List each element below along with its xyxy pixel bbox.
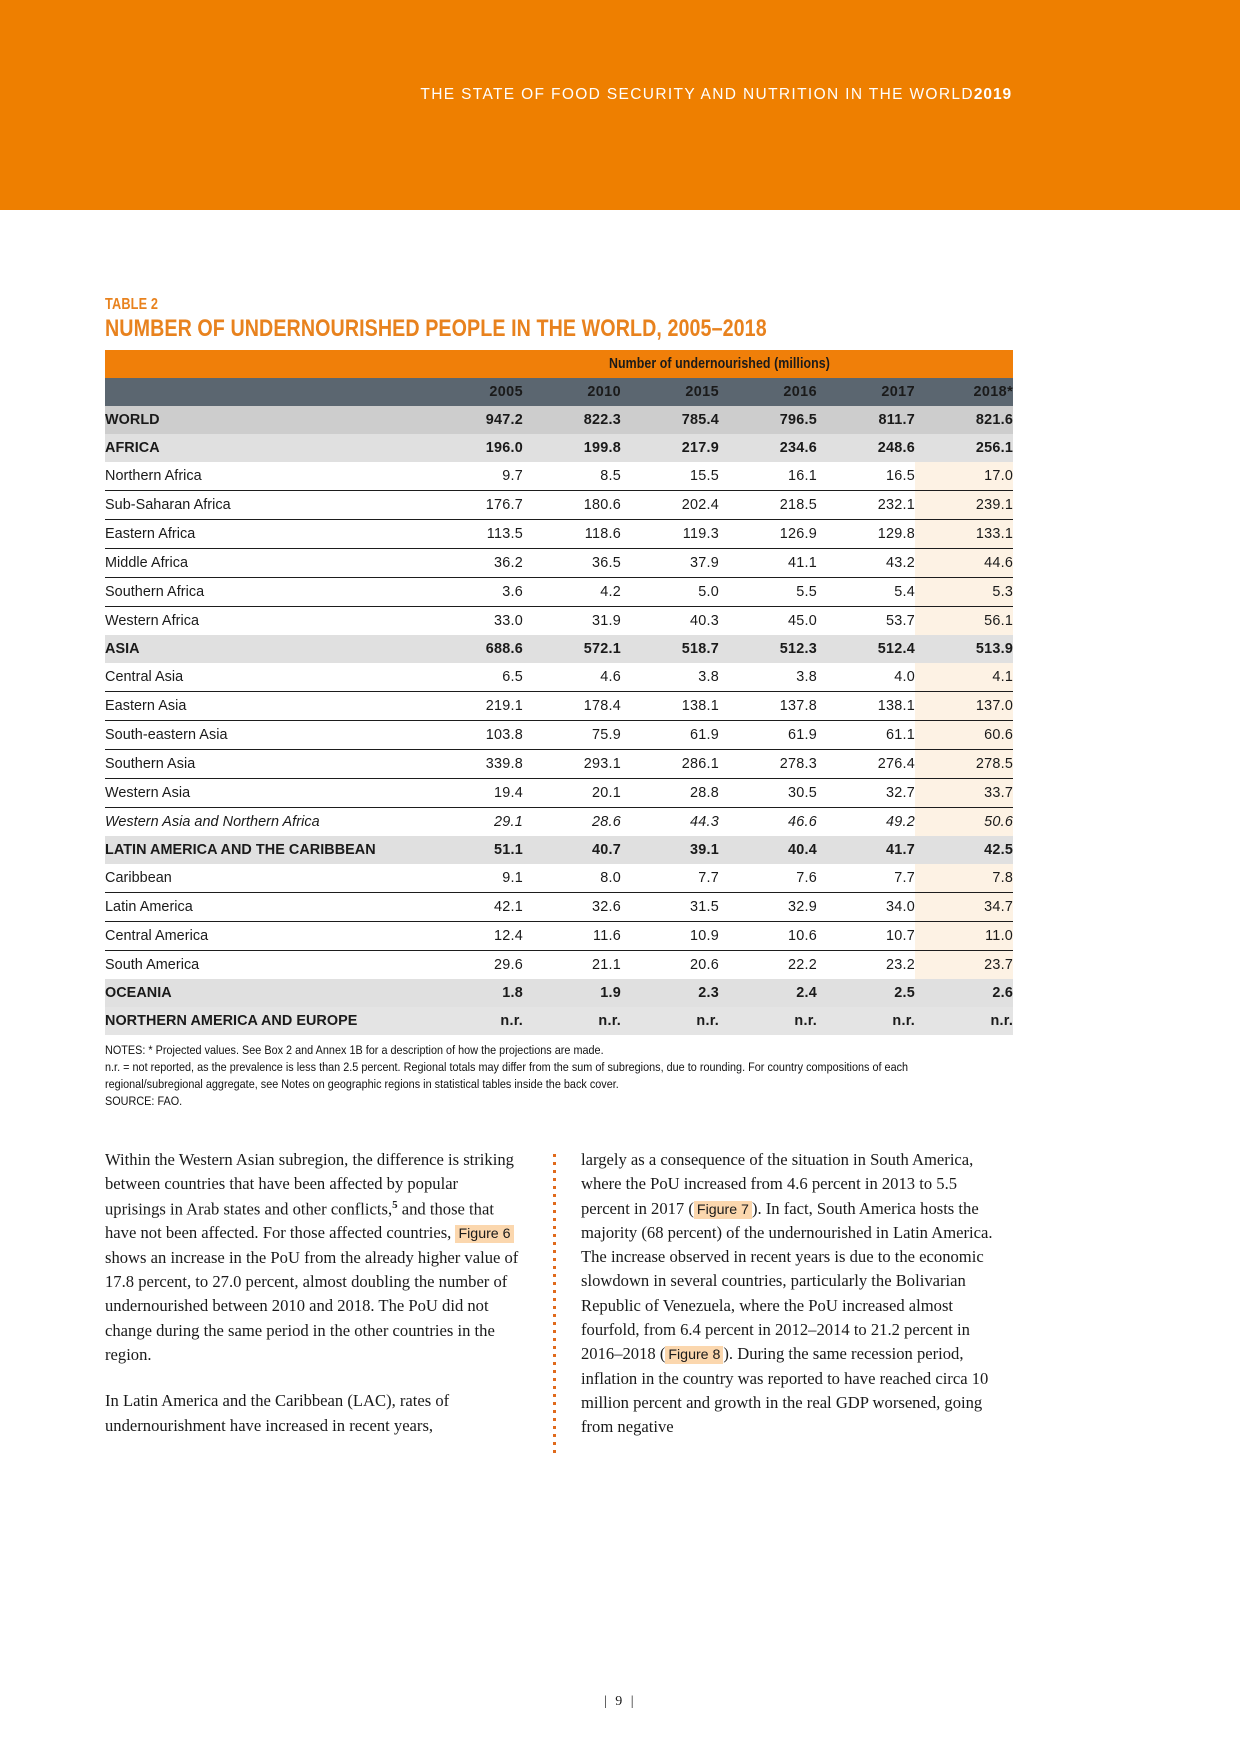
footnote-marker-5: 5 — [392, 1198, 398, 1211]
row-value: 36.5 — [523, 549, 621, 578]
row-value: 3.8 — [621, 663, 719, 692]
row-value: 138.1 — [817, 692, 915, 721]
row-value: 17.0 — [915, 462, 1013, 491]
figure-reference-8[interactable]: Figure 8 — [665, 1346, 723, 1364]
paragraph-right-1 — [581, 1148, 999, 1440]
row-value: 513.9 — [915, 635, 1013, 663]
row-value: 5.5 — [719, 578, 817, 607]
row-value: 4.6 — [523, 663, 621, 692]
table-block — [105, 296, 1013, 1110]
row-value: 518.7 — [621, 635, 719, 663]
row-value: 37.9 — [621, 549, 719, 578]
table-row — [105, 836, 1013, 864]
row-value: 796.5 — [719, 406, 817, 434]
row-label: Northern Africa — [105, 462, 425, 491]
row-value: 5.4 — [817, 578, 915, 607]
row-value: n.r. — [523, 1007, 621, 1035]
table-row — [105, 635, 1013, 663]
row-label: NORTHERN AMERICA AND EUROPE — [105, 1007, 425, 1035]
table-row — [105, 808, 1013, 837]
row-value: 10.9 — [621, 922, 719, 951]
row-value: 512.4 — [817, 635, 915, 663]
page-masthead — [0, 0, 1240, 210]
row-label: South America — [105, 951, 425, 980]
row-value: 23.2 — [817, 951, 915, 980]
row-value: 31.5 — [621, 893, 719, 922]
row-value: 36.2 — [425, 549, 523, 578]
row-value: 129.8 — [817, 520, 915, 549]
paragraph-left-2: In Latin America and the Caribbean (LAC), rates of undernourishment have increased in recent years, — [105, 1391, 450, 1435]
row-value: 138.1 — [621, 692, 719, 721]
row-value: 256.1 — [915, 434, 1013, 462]
column-header-2010: 2010 — [523, 378, 621, 406]
row-label: Caribbean — [105, 864, 425, 893]
row-value: 572.1 — [523, 635, 621, 663]
row-value: 286.1 — [621, 750, 719, 779]
table-title: NUMBER OF UNDERNOURISHED PEOPLE IN THE WORLD, 2005–2018 — [105, 314, 767, 342]
row-value: 20.6 — [621, 951, 719, 980]
row-value: 16.1 — [719, 462, 817, 491]
table-row — [105, 520, 1013, 549]
table-year-header-row — [105, 378, 1013, 406]
row-value: 53.7 — [817, 607, 915, 636]
column-header-2005: 2005 — [425, 378, 523, 406]
table-row — [105, 434, 1013, 462]
table-group-header-row — [105, 350, 1013, 378]
publication-title — [420, 86, 1012, 104]
row-value: 3.8 — [719, 663, 817, 692]
row-label: Central America — [105, 922, 425, 951]
row-value: 1.8 — [425, 979, 523, 1007]
paragraph-left-1 — [105, 1148, 523, 1367]
row-value: 3.6 — [425, 578, 523, 607]
row-value: 33.0 — [425, 607, 523, 636]
column-header-2017: 2017 — [817, 378, 915, 406]
row-label: Southern Asia — [105, 750, 425, 779]
row-value: 821.6 — [915, 406, 1013, 434]
column-divider — [553, 1154, 556, 1454]
row-value: 43.2 — [817, 549, 915, 578]
table-row — [105, 864, 1013, 893]
row-value: 947.2 — [425, 406, 523, 434]
row-value: 41.7 — [817, 836, 915, 864]
row-value: 75.9 — [523, 721, 621, 750]
row-value: 688.6 — [425, 635, 523, 663]
row-value: 180.6 — [523, 491, 621, 520]
row-value: 232.1 — [817, 491, 915, 520]
table-row — [105, 406, 1013, 434]
para-left-1b: and those that have not been affected. For those affected countries, — [105, 1199, 494, 1243]
row-value: 4.2 — [523, 578, 621, 607]
row-value: n.r. — [719, 1007, 817, 1035]
row-value: 39.1 — [621, 836, 719, 864]
row-value: 32.6 — [523, 893, 621, 922]
table-note-line: NOTES: * Projected values. See Box 2 and Annex 1B for a description of how the projections are made. — [105, 1043, 604, 1058]
row-label: Western Asia — [105, 779, 425, 808]
row-value: 28.8 — [621, 779, 719, 808]
table-row — [105, 692, 1013, 721]
row-value: 16.5 — [817, 462, 915, 491]
row-value: 2.6 — [915, 979, 1013, 1007]
row-label: South-eastern Asia — [105, 721, 425, 750]
row-value: 34.0 — [817, 893, 915, 922]
table-row — [105, 750, 1013, 779]
table-row — [105, 1007, 1013, 1035]
row-value: 2.3 — [621, 979, 719, 1007]
row-label: ASIA — [105, 635, 425, 663]
table-label: TABLE 2 — [105, 296, 159, 313]
row-value: 1.9 — [523, 979, 621, 1007]
row-value: 7.7 — [817, 864, 915, 893]
para-right-1a: largely as a consequence of the situation in South America, where the PoU increased from 4.6 percent in 2013 to 5.5 percent in 2017 ( — [581, 1150, 974, 1218]
row-value: 44.3 — [621, 808, 719, 837]
row-value: 21.1 — [523, 951, 621, 980]
row-value: 28.6 — [523, 808, 621, 837]
table-row — [105, 462, 1013, 491]
row-value: 339.8 — [425, 750, 523, 779]
row-value: 293.1 — [523, 750, 621, 779]
group-header-label: Number of undernourished (millions) — [608, 356, 830, 373]
table-note-line: n.r. = not reported, as the prevalence is less than 2.5 percent. Regional totals may differ from the sum of subregions, due to rounding. For country compositions of each — [105, 1060, 909, 1075]
row-value: 61.1 — [817, 721, 915, 750]
row-label: Southern Africa — [105, 578, 425, 607]
undernourishment-table — [105, 350, 1013, 1035]
row-label: Sub-Saharan Africa — [105, 491, 425, 520]
row-value: 176.7 — [425, 491, 523, 520]
row-value: 30.5 — [719, 779, 817, 808]
row-value: 8.5 — [523, 462, 621, 491]
row-value: 199.8 — [523, 434, 621, 462]
row-value: 49.2 — [817, 808, 915, 837]
row-label: LATIN AMERICA AND THE CARIBBEAN — [105, 836, 425, 864]
column-header-2018proj: 2018* — [915, 378, 1013, 406]
row-value: 218.5 — [719, 491, 817, 520]
para-right-1b: ). In fact, South America hosts the majority (68 percent) of the undernourished in Latin America. The increase observed in recent years is due to the economic slowdown in several countries, particularly the Bolivarian Republic of Venezuela, where the PoU increased almost fourfold, from 6.4 percent in 2012–2014 to 21.2 percent in 2016–2018 ( — [581, 1198, 993, 1364]
row-label: AFRICA — [105, 434, 425, 462]
row-value: 512.3 — [719, 635, 817, 663]
row-value: 42.1 — [425, 893, 523, 922]
table-row — [105, 951, 1013, 980]
row-value: 61.9 — [719, 721, 817, 750]
table-row — [105, 922, 1013, 951]
publication-year: 2019 — [973, 86, 1012, 103]
row-value: 33.7 — [915, 779, 1013, 808]
row-value: 118.6 — [523, 520, 621, 549]
page-number: | 9 | — [603, 1694, 637, 1709]
table-note-line: regional/subregional aggregate, see Notes on geographic regions in statistical tables inside the back cover. — [105, 1077, 619, 1092]
row-value: 9.7 — [425, 462, 523, 491]
row-value: 217.9 — [621, 434, 719, 462]
row-label: Western Africa — [105, 607, 425, 636]
row-value: 29.6 — [425, 951, 523, 980]
figure-reference-6[interactable]: Figure 6 — [455, 1225, 513, 1243]
table-row — [105, 491, 1013, 520]
row-value: 7.6 — [719, 864, 817, 893]
row-value: 4.0 — [817, 663, 915, 692]
row-value: 32.7 — [817, 779, 915, 808]
row-value: 29.1 — [425, 808, 523, 837]
table-row — [105, 979, 1013, 1007]
row-value: 10.7 — [817, 922, 915, 951]
row-label: OCEANIA — [105, 979, 425, 1007]
row-value: 32.9 — [719, 893, 817, 922]
group-header-cell — [425, 350, 1013, 378]
row-value: 9.1 — [425, 864, 523, 893]
row-value: 40.3 — [621, 607, 719, 636]
row-value: 4.1 — [915, 663, 1013, 692]
row-value: 15.5 — [621, 462, 719, 491]
year-header-spacer — [105, 378, 425, 406]
column-header-2015: 2015 — [621, 378, 719, 406]
row-value: 41.1 — [719, 549, 817, 578]
row-value: 51.1 — [425, 836, 523, 864]
row-value: 8.0 — [523, 864, 621, 893]
row-value: 2.4 — [719, 979, 817, 1007]
row-value: 202.4 — [621, 491, 719, 520]
row-value: 23.7 — [915, 951, 1013, 980]
row-value: 7.7 — [621, 864, 719, 893]
row-value: 19.4 — [425, 779, 523, 808]
row-label: Latin America — [105, 893, 425, 922]
text-column-left — [105, 1148, 523, 1460]
row-value: 12.4 — [425, 922, 523, 951]
column-header-2016: 2016 — [719, 378, 817, 406]
row-value: 31.9 — [523, 607, 621, 636]
row-value: 61.9 — [621, 721, 719, 750]
row-value: 40.4 — [719, 836, 817, 864]
row-value: 7.8 — [915, 864, 1013, 893]
table-row — [105, 549, 1013, 578]
row-label: Eastern Asia — [105, 692, 425, 721]
row-value: 126.9 — [719, 520, 817, 549]
row-value: 248.6 — [817, 434, 915, 462]
row-value: 278.3 — [719, 750, 817, 779]
row-value: 46.6 — [719, 808, 817, 837]
row-value: n.r. — [817, 1007, 915, 1035]
row-label: WORLD — [105, 406, 425, 434]
row-value: 113.5 — [425, 520, 523, 549]
row-value: 56.1 — [915, 607, 1013, 636]
row-value: 10.6 — [719, 922, 817, 951]
row-value: 11.0 — [915, 922, 1013, 951]
row-value: 119.3 — [621, 520, 719, 549]
row-value: 219.1 — [425, 692, 523, 721]
para-right-1c: ). During the same recession period, inflation in the country was reported to have reached circa 10 million percent and growth in the real GDP worsened, going from negative — [581, 1344, 989, 1437]
row-value: 276.4 — [817, 750, 915, 779]
row-value: 34.7 — [915, 893, 1013, 922]
table-row — [105, 607, 1013, 636]
row-value: 785.4 — [621, 406, 719, 434]
row-label: Central Asia — [105, 663, 425, 692]
row-value: 103.8 — [425, 721, 523, 750]
figure-reference-7[interactable]: Figure 7 — [694, 1201, 752, 1219]
row-value: n.r. — [915, 1007, 1013, 1035]
row-value: 2.5 — [817, 979, 915, 1007]
para-left-1a: Within the Western Asian subregion, the difference is striking between countries that have been affected by popular uprisings in Arab states and other conflicts, — [105, 1150, 514, 1219]
row-value: 5.3 — [915, 578, 1013, 607]
table-row — [105, 893, 1013, 922]
row-value: 42.5 — [915, 836, 1013, 864]
row-value: 22.2 — [719, 951, 817, 980]
row-value: 133.1 — [915, 520, 1013, 549]
row-value: 6.5 — [425, 663, 523, 692]
row-value: 50.6 — [915, 808, 1013, 837]
table-notes — [105, 1042, 1013, 1110]
group-header-spacer — [105, 350, 425, 378]
row-label: Eastern Africa — [105, 520, 425, 549]
row-value: 20.1 — [523, 779, 621, 808]
table-row — [105, 663, 1013, 692]
row-value: 196.0 — [425, 434, 523, 462]
row-value: 137.0 — [915, 692, 1013, 721]
row-value: 239.1 — [915, 491, 1013, 520]
table-note-line: SOURCE: FAO. — [105, 1094, 183, 1109]
para-left-1c: shows an increase in the PoU from the already higher value of 17.8 percent, to 27.0 percent, almost doubling the number of undernourished between 2010 and 2018. The PoU did not change during the same period in the other countries in the region. — [105, 1247, 519, 1364]
row-value: 811.7 — [817, 406, 915, 434]
row-value: 234.6 — [719, 434, 817, 462]
row-label: Western Asia and Northern Africa — [105, 808, 425, 837]
row-value: 178.4 — [523, 692, 621, 721]
row-value: n.r. — [425, 1007, 523, 1035]
table-row — [105, 721, 1013, 750]
row-value: n.r. — [621, 1007, 719, 1035]
publication-title-text: THE STATE OF FOOD SECURITY AND NUTRITION IN THE WORLD — [420, 86, 974, 103]
row-value: 44.6 — [915, 549, 1013, 578]
row-value: 45.0 — [719, 607, 817, 636]
row-value: 278.5 — [915, 750, 1013, 779]
row-value: 822.3 — [523, 406, 621, 434]
table-row — [105, 779, 1013, 808]
table-row — [105, 578, 1013, 607]
row-value: 5.0 — [621, 578, 719, 607]
row-value: 137.8 — [719, 692, 817, 721]
table-body — [105, 406, 1013, 1035]
text-column-right — [581, 1148, 999, 1462]
body-text-area — [105, 1148, 1013, 1478]
row-value: 60.6 — [915, 721, 1013, 750]
row-value: 40.7 — [523, 836, 621, 864]
row-label: Middle Africa — [105, 549, 425, 578]
row-value: 11.6 — [523, 922, 621, 951]
